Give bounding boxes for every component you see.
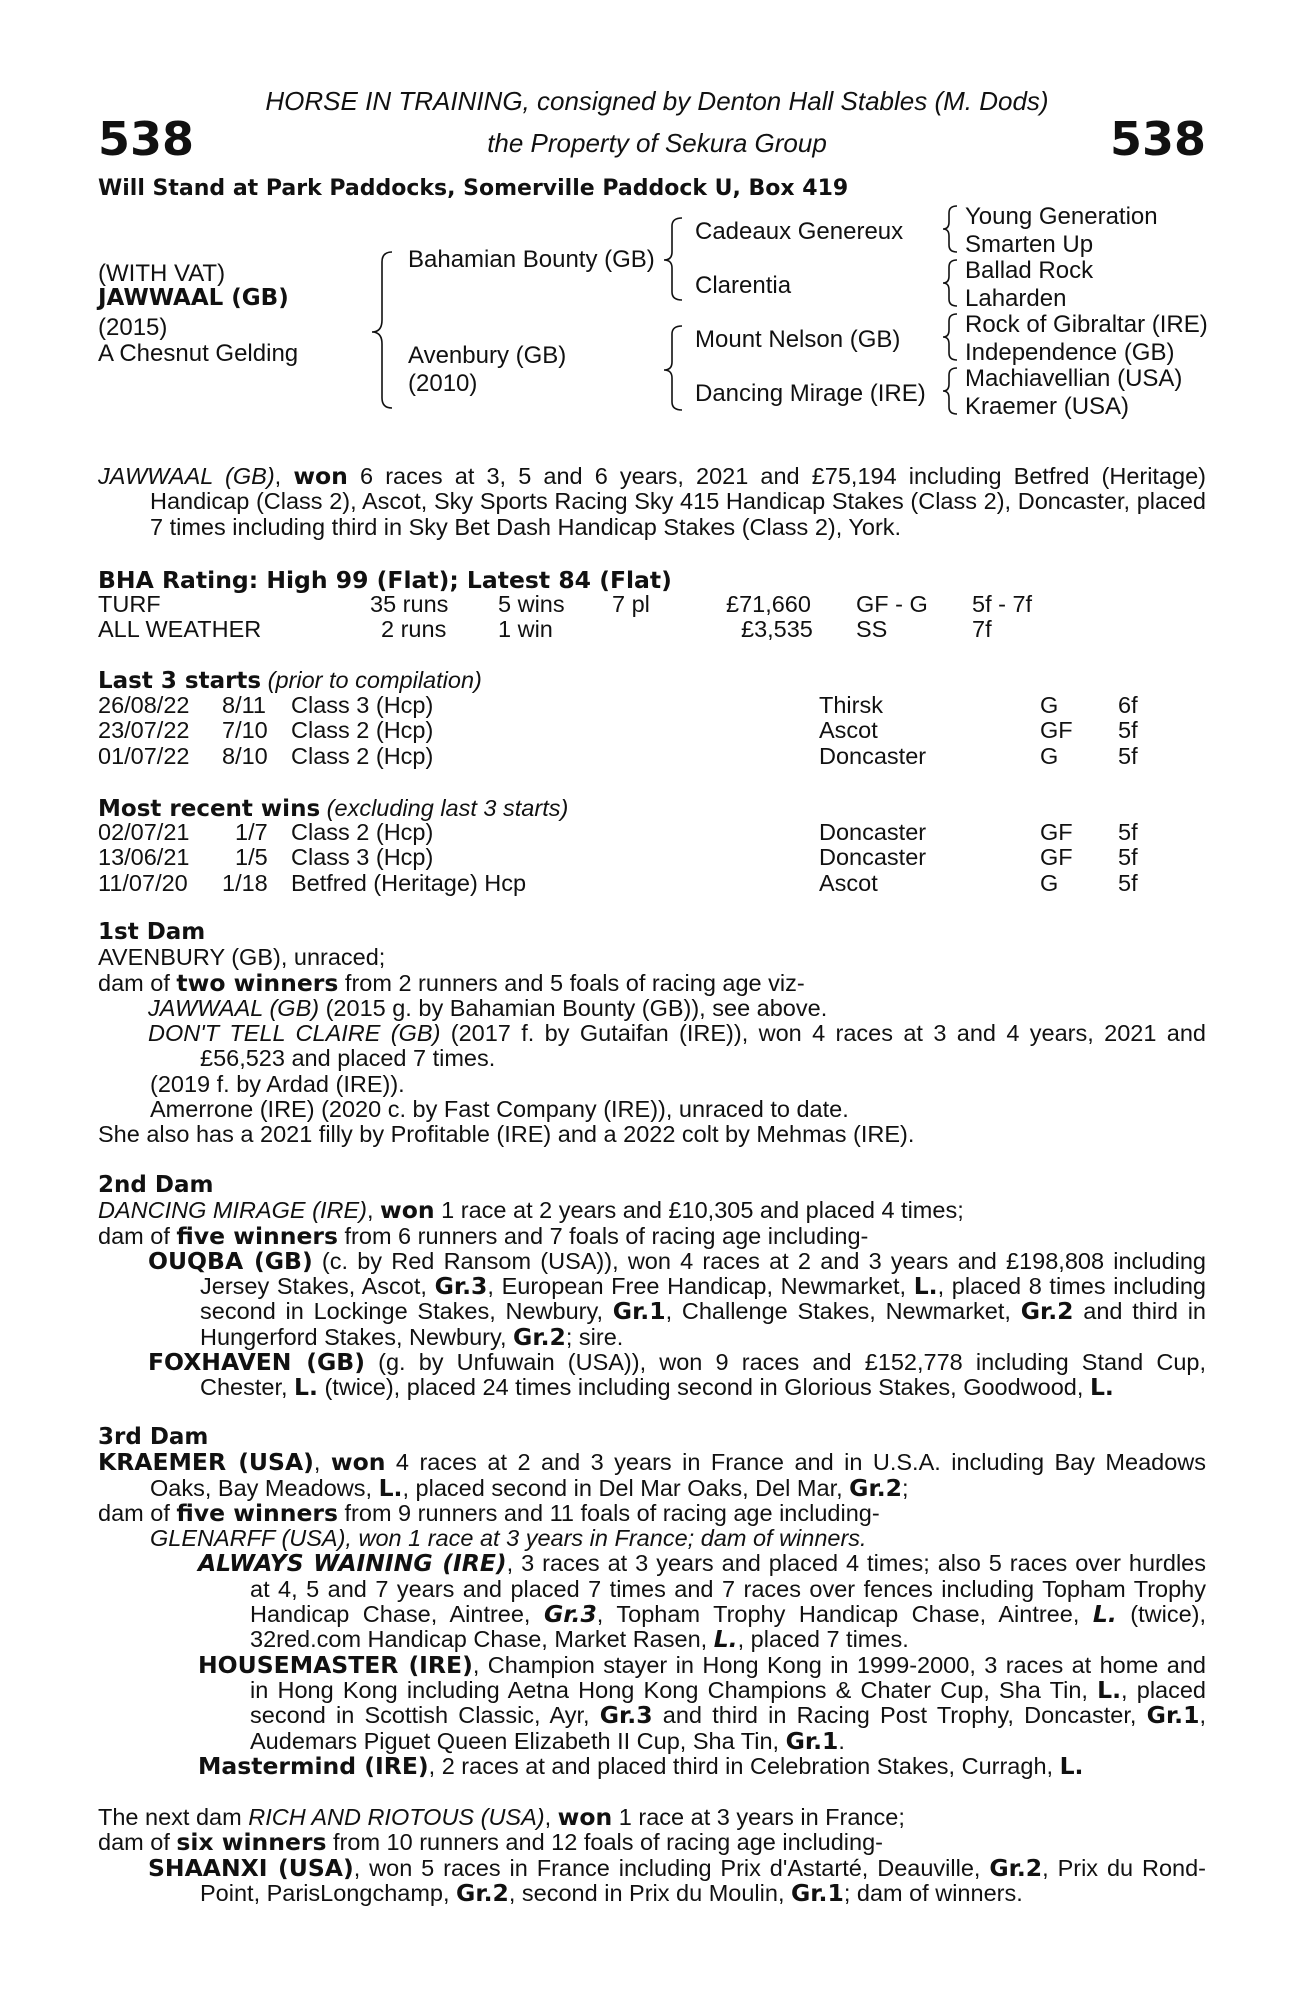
text-run: , placed second in Del Mar Oaks, Del Mar,: [402, 1474, 850, 1501]
lot-number-right: 538: [1109, 112, 1206, 166]
race-position: 7/10: [222, 717, 268, 744]
dam-year: (2010): [408, 370, 478, 397]
text-run: and third in Hungerford Stakes, Newbury,: [200, 1298, 1206, 1350]
offspring-name: HOUSEMASTER (IRE): [198, 1650, 473, 1679]
last3-heading: Last 3 starts: [98, 668, 262, 694]
last3-heading-line: [98, 667, 482, 694]
offspring-name: OUQBA (GB): [148, 1246, 313, 1275]
race-date: 13/06/21: [98, 844, 190, 871]
rating-surface: ALL WEATHER: [98, 616, 262, 642]
table-row: [0, 820, 1314, 845]
text-run: , 3 races at 3 years and placed 4 times; also 5 races over hurdles at 4, 5 and 7 years and placed 7 times and 7 races over fences including Topham Trophy Handicap Chase, Aintree,: [250, 1550, 1206, 1628]
dam-sire: Mount Nelson (GB): [695, 326, 901, 353]
produce-item: [98, 996, 1206, 1021]
grade: Gr.2: [1020, 1297, 1074, 1326]
race-course: Doncaster: [819, 844, 927, 871]
rating-runs: 35 runs: [370, 591, 449, 617]
produce-item: Amerrone (IRE) (2020 c. by Fast Company (IRE)), unraced to date.: [150, 1096, 849, 1123]
grade: Gr.2: [513, 1322, 566, 1351]
text-run: , European Free Handicap, Newmarket,: [487, 1273, 914, 1300]
grade: Gr.3: [543, 1600, 597, 1629]
race-going: G: [1040, 869, 1059, 896]
race-position: 8/10: [222, 742, 268, 769]
third-dam-line: KRAEMER (USA), won 4 races at 2 and 3 years in France and in U.S.A. including Bay Meadows Oaks, Bay Meadows, L., placed second in Del Mar Oaks, Del Mar, Gr.2;: [98, 1448, 1207, 1502]
rating-wins: 1 win: [498, 616, 553, 642]
dam-name: RICH AND RIOTOUS (USA): [248, 1804, 545, 1830]
race-position: 1/18: [222, 869, 268, 896]
race-distance: 5f: [1118, 869, 1138, 896]
winners-count: two winners: [176, 968, 339, 997]
text-run: dam of: [98, 969, 177, 996]
grade: Gr.1: [612, 1297, 666, 1326]
grade: L.: [1089, 1373, 1114, 1402]
text-run: , 2 races at and placed third in Celebration Stakes, Curragh,: [428, 1752, 1060, 1779]
race-class: Class 2 (Hcp): [291, 819, 434, 845]
text-run: ; sire.: [565, 1323, 624, 1350]
sire: Bahamian Bounty (GB): [408, 246, 655, 273]
text-run: , Champion stayer in Hong Kong in 1999-2000, 3 races at home and in Hong Kong including Aetna Hong Kong Champions & Chater Cup, Sha Tin,: [250, 1651, 1206, 1703]
text-run: from 9 runners and 11 foals of racing age including-: [337, 1499, 880, 1526]
next-dam-line: [98, 1805, 1206, 1830]
race-date: 02/07/21: [98, 819, 190, 845]
grade: L.: [294, 1373, 318, 1402]
race-course: Ascot: [819, 869, 878, 896]
grade: Gr.1: [785, 1726, 839, 1755]
race-course: Doncaster: [819, 819, 927, 845]
summary-horse-name: JAWWAAL (GB): [98, 463, 275, 489]
property-line: the Property of Sekura Group: [487, 128, 827, 158]
produce-item: [98, 1021, 1206, 1072]
winners-count: five winners: [176, 1498, 338, 1527]
gen4-2: Smarten Up: [965, 231, 1094, 258]
text-run: ;: [901, 1474, 909, 1501]
race-distance: 5f: [1118, 717, 1138, 744]
text-run: dam of: [98, 1829, 177, 1856]
first-dam-heading: 1st Dam: [98, 919, 206, 945]
horse-name: JAWWAAL (GB): [98, 285, 289, 311]
text-run: The next dam: [98, 1804, 249, 1830]
text-run: 1 race at 3 years in France;: [612, 1804, 905, 1830]
grade: L.: [713, 1625, 738, 1654]
race-course: Doncaster: [819, 742, 927, 769]
second-dam-heading: 2nd Dam: [98, 1172, 214, 1198]
text-run: ,: [544, 1804, 558, 1830]
grade: L.: [378, 1473, 403, 1502]
race-date: 23/07/22: [98, 717, 190, 744]
winners-count: six winners: [176, 1828, 327, 1857]
dam-name: DANCING MIRAGE (IRE): [98, 1197, 367, 1224]
last3-note: (prior to compilation): [267, 667, 482, 693]
gen4-4: Laharden: [965, 285, 1067, 312]
text-run: 1 race at 2 years and £10,305 and placed 4 times;: [434, 1197, 964, 1224]
race-date: 11/07/20: [98, 869, 188, 896]
won-label: won: [330, 1448, 386, 1477]
race-course: Ascot: [819, 717, 878, 744]
text-run: (2017 f. by Gutaifan (IRE)), won 4 races at 3 and 4 years, 2021 and £56,523 and placed 7 times.: [200, 1020, 1206, 1072]
recent-wins-heading: Most recent wins: [98, 796, 321, 822]
race-distance: 5f: [1118, 742, 1138, 769]
gen4-3: Ballad Rock: [965, 257, 1094, 284]
text-run: 4 races at 2 and 3 years in France and in U.S.A. including Bay Meadows Oaks, Bay Meadows,: [150, 1449, 1207, 1501]
consignor-line: HORSE IN TRAINING, consigned by Denton Hall Stables (M. Dods): [265, 86, 1049, 116]
text-run: , Prix du Rond-Point, ParisLongchamp,: [200, 1854, 1206, 1906]
summary-text: 6 races at 3, 5 and 6 years, 2021 and £75,194 including Betfred (Heritage) Handicap (Class 2), Ascot, Sky Sports Racing Sky 415 Handicap Stakes (Class 2), Doncaster, placed 7 times including third in Sky Bet Dash Handicap Stakes (Class 2), York.: [150, 463, 1206, 540]
text-run: dam of: [98, 1222, 177, 1249]
first-dam-section: [98, 920, 1206, 1148]
lot-number-left: 538: [98, 112, 195, 166]
race-distance: 6f: [1118, 692, 1138, 718]
second-dam-produce-line: [98, 1221, 1206, 1250]
produce-item: [98, 1853, 1206, 1907]
race-class: Class 2 (Hcp): [291, 742, 434, 769]
text-run: from 6 runners and 7 foals of racing age including-: [337, 1222, 869, 1249]
winners-count: five winners: [176, 1221, 338, 1250]
grade: Gr.3: [434, 1272, 488, 1301]
race-class: Class 3 (Hcp): [291, 692, 434, 718]
rating-row-turf: [0, 592, 1314, 617]
table-row: [0, 744, 1314, 769]
recent-wins-heading-line: [98, 795, 568, 822]
grade: Gr.3: [599, 1701, 653, 1730]
text-run: , won 5 races in France including Prix d'Astarté, Deauville,: [353, 1854, 990, 1881]
text-run: ; dam of winners.: [843, 1879, 1023, 1906]
produce-item: [98, 1751, 1206, 1780]
horse-year: (2015): [98, 314, 168, 341]
grade: L.: [1097, 1675, 1122, 1704]
rating-going: SS: [856, 616, 888, 642]
grade: L.: [913, 1272, 938, 1301]
recent-wins-note: (excluding last 3 starts): [326, 795, 569, 821]
first-dam-note: She also has a 2021 filly by Profitable (IRE) and a 2022 colt by Mehmas (IRE).: [98, 1121, 915, 1148]
text-run: (c. by Red Ransom (USA)), won 4 races at 2 and 3 years and £198,808 including Jersey Stakes, Ascot,: [200, 1247, 1207, 1300]
grade: L.: [1059, 1751, 1084, 1780]
sire-dam: Clarentia: [695, 272, 792, 299]
race-summary: JAWWAAL (GB), won 6 races at 3, 5 and 6 years, 2021 and £75,194 including Betfred (Heritage) Handicap (Class 2), Ascot, Sky Sports Racing Sky 415 Handicap Stakes (Class 2), Doncaster, placed 7 times including third in Sky Bet Dash Handicap Stakes (Class 2), York.: [98, 462, 1206, 540]
horse-description: A Chesnut Gelding: [98, 340, 299, 367]
produce-item: [98, 1650, 1206, 1755]
table-row: [0, 871, 1314, 896]
rating-placed: 7 pl: [612, 591, 650, 617]
race-going: GF: [1040, 717, 1073, 744]
third-dam-section: [98, 1425, 1206, 1779]
text-run: (twice), placed 24 times including second in Glorious Stakes, Goodwood,: [317, 1374, 1090, 1401]
rating-prize: £71,660: [726, 591, 811, 617]
race-date: 26/08/22: [98, 692, 190, 718]
text-run: (twice), 32red.com Handicap Chase, Market Rasen,: [250, 1601, 1206, 1653]
grade: Gr.2: [849, 1473, 902, 1502]
table-row: [0, 693, 1314, 718]
grade: L.: [1092, 1600, 1117, 1629]
offspring-name: JAWWAAL (GB): [148, 994, 320, 1021]
rating-runs: 2 runs: [381, 616, 447, 642]
produce-item: [98, 1350, 1206, 1401]
offspring-name: Mastermind (IRE): [198, 1751, 429, 1780]
rating-table: [0, 592, 1314, 642]
text-run: .: [838, 1727, 845, 1754]
text-run: , Audemars Piguet Queen Elizabeth II Cup, Sha Tin,: [250, 1702, 1206, 1754]
text-run: GLENARFF (USA), won 1 race at 3 years in France; dam of winners.: [150, 1525, 867, 1552]
grade: Gr.2: [989, 1853, 1043, 1882]
first-dam-line: AVENBURY (GB), unraced;: [98, 944, 386, 971]
text-run: and third in Racing Post Trophy, Doncaster,: [652, 1702, 1147, 1729]
next-dam-section: [98, 1805, 1206, 1906]
vat-note: (WITH VAT): [98, 260, 226, 287]
offspring-name: FOXHAVEN (GB): [148, 1348, 365, 1377]
grade: Gr.1: [791, 1878, 844, 1907]
rating-prize: £3,535: [741, 616, 813, 642]
last3-table: [0, 693, 1314, 769]
text-run: (2015 g. by Bahamian Bounty (GB)), see above.: [319, 994, 828, 1021]
text-run: , second in Prix du Moulin,: [508, 1879, 791, 1906]
race-position: 1/5: [235, 844, 268, 871]
rating-row-aw: [0, 617, 1314, 642]
race-distance: 5f: [1118, 844, 1138, 871]
text-run: , placed second in Scottish Classic, Ayr,: [250, 1676, 1206, 1729]
gen4-8: Kraemer (USA): [965, 393, 1130, 420]
won-label: won: [380, 1196, 435, 1225]
produce-item: (2019 f. by Ardad (IRE)).: [150, 1070, 405, 1097]
gen4-7: Machiavellian (USA): [965, 365, 1183, 392]
race-date: 01/07/22: [98, 742, 190, 769]
text-run: from 10 runners and 12 foals of racing age including-: [326, 1829, 883, 1856]
second-dam-section: [98, 1173, 1206, 1401]
grade: Gr.2: [456, 1878, 509, 1907]
offspring-name: DON'T TELL CLAIRE (GB): [148, 1020, 441, 1047]
text-run: dam of: [98, 1499, 177, 1526]
table-row: [0, 718, 1314, 743]
race-class: Class 2 (Hcp): [291, 717, 434, 744]
stand-location: Will Stand at Park Paddocks, Somerville Paddock U, Box 419: [98, 176, 849, 201]
text-run: (g. by Unfuwain (USA)), won 9 races and £152,778 including Stand Cup, Chester,: [200, 1349, 1206, 1401]
rating-distance: 7f: [972, 616, 992, 642]
summary-won: won: [293, 462, 348, 490]
third-dam-heading: 3rd Dam: [98, 1424, 209, 1450]
offspring-name: ALWAYS WAINING (IRE): [198, 1549, 507, 1578]
dam: Avenbury (GB): [408, 342, 567, 369]
grade: Gr.1: [1146, 1701, 1200, 1730]
offspring-name: SHAANXI (USA): [148, 1853, 354, 1882]
race-going: G: [1040, 692, 1059, 718]
text-run: , placed 7 times.: [737, 1626, 909, 1653]
gen4-1: Young Generation: [965, 203, 1158, 230]
text-run: from 2 runners and 5 foals of racing age viz-: [338, 969, 805, 996]
race-class: Betfred (Heritage) Hcp: [291, 869, 527, 896]
race-position: 1/7: [235, 819, 268, 845]
next-dam-produce-line: [98, 1830, 1206, 1855]
rating-distance: 5f - 7f: [972, 591, 1033, 617]
produce-item: [98, 1551, 1206, 1652]
produce-item: [98, 1246, 1207, 1351]
gen4-5: Rock of Gibraltar (IRE): [965, 311, 1208, 338]
third-dam-produce-line: [98, 1498, 1206, 1527]
bha-rating-heading: BHA Rating: High 99 (Flat); Latest 84 (Flat): [98, 566, 672, 594]
rating-surface: TURF: [98, 591, 161, 617]
rating-going: GF - G: [856, 591, 928, 617]
gen4-6: Independence (GB): [965, 339, 1175, 366]
dam-dam: Dancing Mirage (IRE): [695, 380, 926, 407]
race-going: G: [1040, 742, 1059, 769]
race-class: Class 3 (Hcp): [291, 844, 434, 871]
race-distance: 5f: [1118, 819, 1138, 845]
race-going: GF: [1040, 819, 1073, 845]
table-row: [0, 845, 1314, 870]
first-dam-produce-line: [98, 968, 1206, 997]
recent-wins-table: [0, 820, 1314, 896]
text-run: , placed 8 times including second in Lockinge Stakes, Newbury,: [200, 1273, 1207, 1325]
text-run: , Challenge Stakes, Newmarket,: [665, 1298, 1021, 1325]
race-going: GF: [1040, 844, 1073, 871]
produce-item: [98, 1526, 1206, 1551]
second-dam-line: DANCING MIRAGE (IRE), won 1 race at 2 years and £10,305 and placed 4 times;: [98, 1196, 964, 1225]
sire-sire: Cadeaux Genereux: [695, 218, 904, 245]
rating-wins: 5 wins: [498, 591, 565, 617]
race-course: Thirsk: [819, 692, 883, 718]
dam-name: KRAEMER (USA): [98, 1448, 314, 1477]
text-run: , Topham Trophy Handicap Chase, Aintree,: [596, 1601, 1093, 1628]
won-label: won: [557, 1803, 613, 1831]
race-position: 8/11: [222, 692, 266, 718]
